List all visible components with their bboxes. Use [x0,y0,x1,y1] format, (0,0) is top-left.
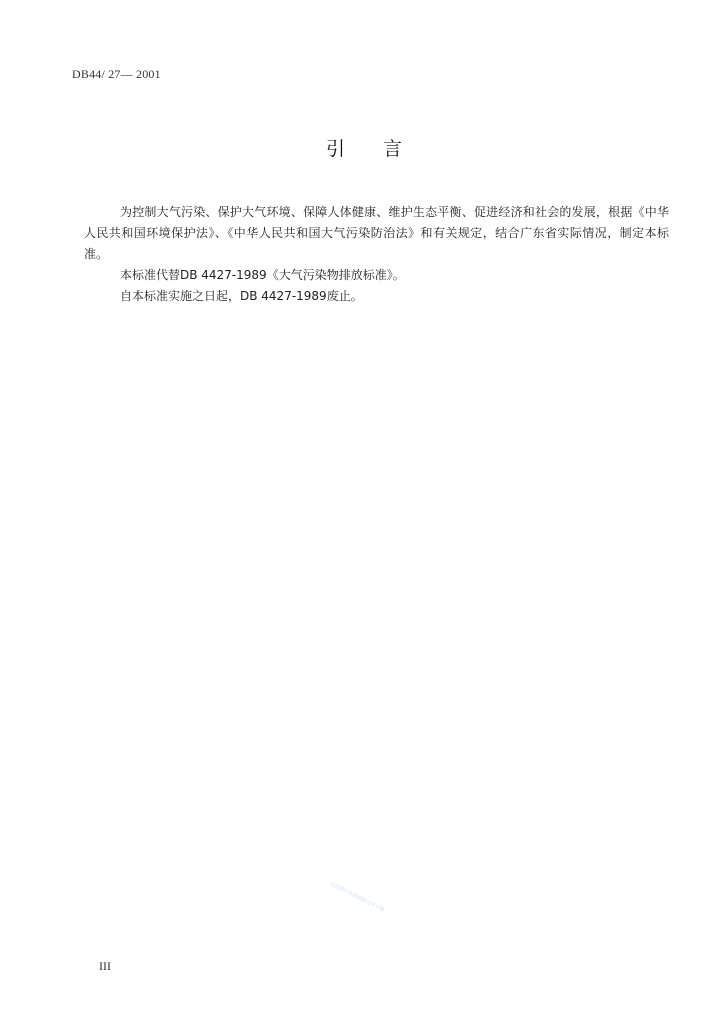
document-code: DB44/ 27— 2001 [72,67,161,81]
paragraph-purpose: 为控制大气污染、保护大气环境、保障人体健康、维护生态平衡、促进经济和社会的发展，根据《中华人民共和国环境保护法》、《中华人民共和国大气污染防治法》和有关规定，结合广东省实际情况，制定本标准。 [84,205,669,261]
paragraph-replacement: 本标准代替DB 4427-1989《大气污染物排放标准》。 [120,268,405,282]
watermark: 点击图片查看原版文字下载 [328,880,386,914]
body-text [84,202,669,307]
page-title: 引言 [325,138,440,160]
page-number: III [99,959,111,973]
paragraph-abolition: 自本标准实施之日起，DB 4427-1989废止。 [120,289,363,303]
